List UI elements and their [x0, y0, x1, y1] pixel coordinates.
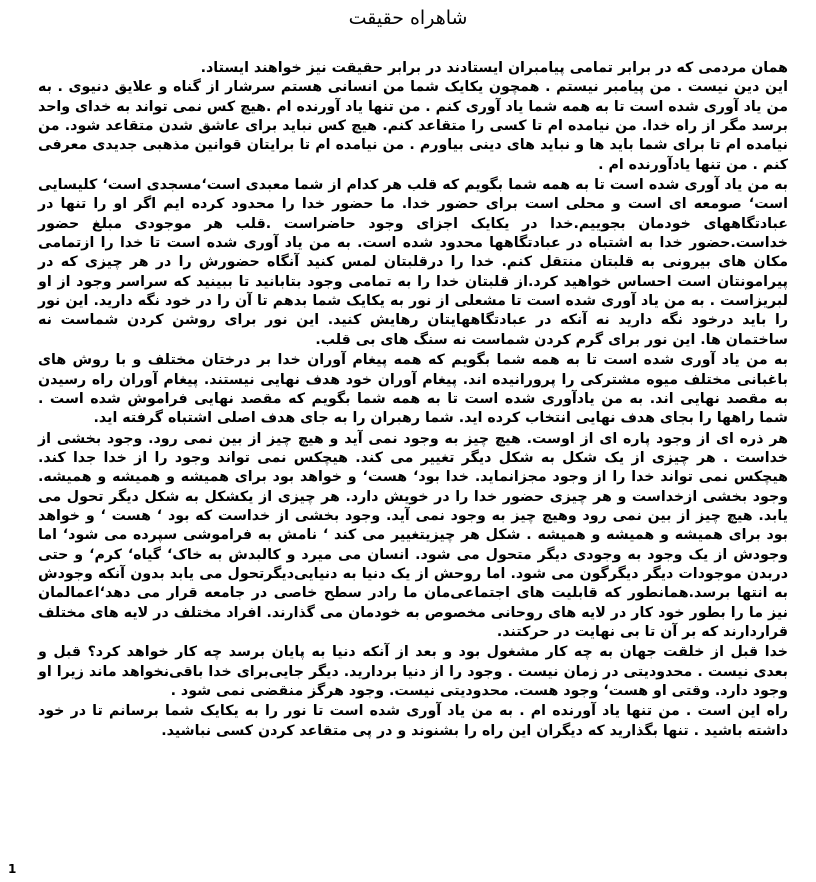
paragraph-1-line-1: همان مردمی که در برابر تمامی پیامبران ایستادند در برابر حقیقت نیز خواهند ایستاد.: [200, 60, 788, 76]
paragraph-4: [38, 430, 788, 643]
document-body: [38, 59, 788, 741]
paragraph-5-text: خدا قبل از خلقت جهان به چه کار مشغول بود و بعد از آنکه دنیا به پایان برسد چه کار خواهد کرد؟ قبل و بعدی نیست . محدودیتی در زمان نیست . وجود را از دنیا بردارید. دیگر جایی‌برای خدا باقی‌نخواهد ماند زیرا او وجود دارد. وقتی او هست‘ وجود هست. محدودیتی نیست. وجود هرگز منقضی نمی شود .: [38, 644, 788, 699]
paragraph-6: [38, 702, 788, 741]
paragraph-6-text: راه این است . من تنها یاد آورنده ام . به من یاد آوری شده است تا نور را به یکایک شما برسانم تا در خود داشته باشید . تنها بگذارید که دیگران این راه را بشنوند و در پی متقاعد کردن کسی نباشید.: [38, 703, 788, 739]
paragraph-2: [38, 176, 788, 350]
paragraph-1: [38, 59, 788, 175]
paragraph-5: [38, 643, 788, 701]
document-title: شاهراه حقیقت: [348, 7, 468, 29]
page-number: 1: [8, 862, 17, 876]
paragraph-3-text: به من یاد آوری شده است تا به همه شما بگویم که همه پیغام آوران خدا بر درختان مختلف و با روش های باغبانی مختلف میوه مشترکی را پرورانیده اند. پیغام آوران خود هدف نهایی نیستند. پیغام آوران راه رسیدن به مقصد نهایی اند. به من یادآوری شده است تا به همه شما بگویم که مقصد نهایی فراموش شده است . شما راهها را بجای هدف نهایی انتخاب کرده اید. شما رهبران را به جای هدف اصلی اشتباه گرفته اید.: [38, 352, 788, 427]
paragraph-3: [38, 351, 788, 428]
paragraph-2-text: به من یاد آوری شده است تا به همه شما بگویم که قلب هر کدام از شما معبدی است‘مسجدی است‘ کلیسایی است‘ صومعه ای است و محلی است برای حضور خدا. ما حضور خدا را محدود کرده ایم اگر او را تنها در عبادتگاههای خودمان بجوییم.خدا در یکایک اجزای وجود حاضراست .قلب هر موجودی مبلغ حضور خداست.حضور خدا به اشتباه در عبادتگاهها محدود شده است. به من یاد آوری شده است تا خدا را ازتمامی مکان های بیرونی به قلبتان منتقل کنم. خدا را درقلبتان لمس کنید آنگاه حضورش را در هر چیزی که در پیرامونتان است احساس خواهید کرد.از قلبتان خدا را به تمامی وجود بتابانید تا ببینید که سراسر وجود از او لبریزاست . به من یاد آوری شده است تا مشعلی از نور به یکایک شما بدهم تا آن را در خود نگه دارید. این نور را باید درخود نگه دارید نه آنکه در عبادتگاههایتان رهایش کنید. این نور برای روشن کردن شماست نه ساختمان ها. این نور برای گرم کردن شماست نه سنگ های بی قلب.: [38, 177, 788, 348]
paragraph-1-line-2: این دین نیست . من پیامبر نیستم . همچون یکایک شما من انسانی هستم سرشار از گناه و علایق دنیوی . به من یاد آوری شده است تا به همه شما یاد آوری کنم . من تنها یاد آورنده ام .هیچ کس نمی تواند به خدای واحد برسد مگر از راه خدا. من نیامده ام تا کسی را متقاعد کنم. هیچ کس نباید برای عاشق شدن متقاعد شود. من نیامده ام تا برای شما باید ها و نباید های دینی بیاورم . من نیامده ام تا برایتان قوانین مذهبی جدیدی معرفی کنم . من تنها یادآورنده ام .: [38, 79, 788, 173]
paragraph-4-text: هر ذره ای از وجود پاره ای از اوست. هیچ چیز به وجود نمی آید و هیچ چیز از بین نمی رود. وجود بخشی از خداست . هر چیزی از یک شکل به شکل دیگر تغییر می کند. هیچکس نمی تواند وجود را از خدا جدا کند. هیچکس نمی تواند خدا را از وجود مجزانماید. خدا بود‘ هست‘ و خواهد بود برای همیشه و همیشه و همیشه. وجود بخشی ازخداست و هر چیزی حضور خدا را در خویش دارد. هر چیزی از یکشکل به شکل دیگر تحول می یابد. هیچ چیز از بین نمی رود وهیچ چیز به وجود نمی آید. وجود بخشی از خداست که بود ‘ هست ‘ و خواهد بود برای همیشه و همیشه و همیشه . شکل هر چیزیتغییر می کند ‘ نامش به فراموشی سپرده می شود‘ اما وجودش از یک وجود به وجودی دیگر متحول می شود. انسان می میرد و کالبدش به خاک‘ گیاه‘ کرم‘ و حتی دربدن موجودات دیگر دیگرگون می شود. اما روحش از یک دنیا به دنیایی‌دیگرتحول می یابد بدون آنکه وجودش به انتها برسد.همانطور که قابلیت های اجتماعی‌مان ما رادر سطح خاصی در جامعه قرار می دهد‘اعمالمان نیز ما را بطور خود کار در لایه های روحانی مخصوص به خودمان می گذارند. افراد مختلف در لایه های مختلف قراردارند که بر آن تا بی نهایت در حرکتند.: [38, 430, 788, 640]
